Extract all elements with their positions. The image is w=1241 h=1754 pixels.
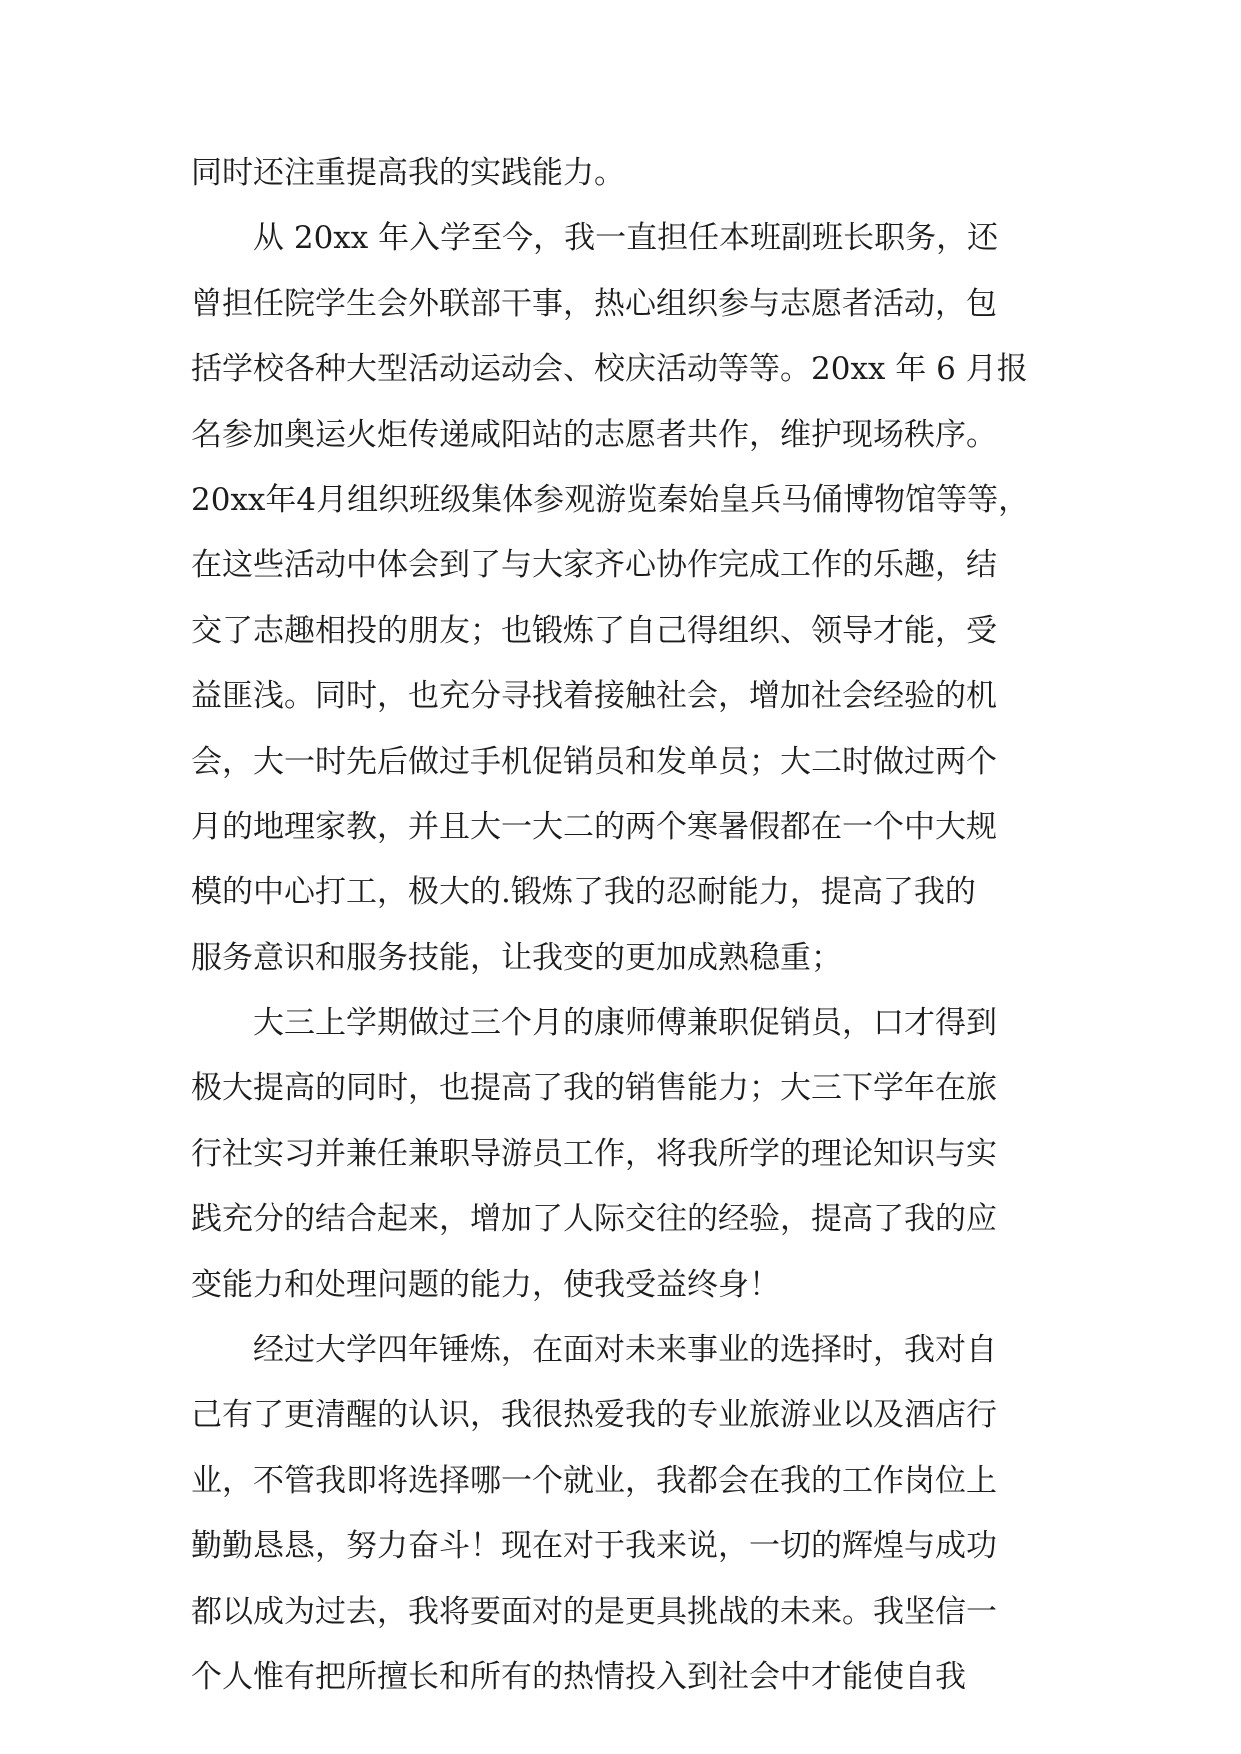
text-line: 大三上学期做过三个月的康师傅兼职促销员，口才得到 bbox=[253, 1005, 997, 1042]
text-line: 极大提高的同时，也提高了我的销售能力；大三下学年在旅 bbox=[191, 1070, 997, 1107]
text-line: 曾担任院学生会外联部干事，热心组织参与志愿者活动，包 bbox=[191, 285, 997, 322]
paragraph-3 bbox=[191, 1003, 1051, 1330]
text-line: 括学校各种大型活动运动会、校庆活动等等。20xx 年 6 月报 bbox=[191, 351, 1028, 388]
text-line: 在这些活动中体会到了与大家齐心协作完成工作的乐趣，结 bbox=[191, 547, 997, 584]
text-line: 名参加奥运火炬传递咸阳站的志愿者共作，维护现场秩序。 bbox=[191, 416, 997, 453]
text-line: 都以成为过去，我将要面对的是更具挑战的未来。我坚信一 bbox=[191, 1593, 997, 1630]
text-line: 月的地理家教，并且大一大二的两个寒暑假都在一个中大规 bbox=[191, 808, 997, 845]
text-line: 个人惟有把所擅长和所有的热情投入到社会中才能使自我 bbox=[191, 1658, 966, 1695]
text-line: 交了志趣相投的朋友；也锻炼了自己得组织、领导才能，受 bbox=[191, 612, 997, 649]
text-line: 勤勤恳恳，努力奋斗！现在对于我来说，一切的辉煌与成功 bbox=[191, 1528, 997, 1565]
text-line: 业，不管我即将选择哪一个就业，我都会在我的工作岗位上 bbox=[191, 1462, 997, 1499]
document-body bbox=[191, 153, 1051, 1722]
text-line: 同时还注重提高我的实践能力。 bbox=[191, 155, 625, 191]
text-line: 服务意识和服务技能，让我变的更加成熟稳重； bbox=[191, 939, 842, 976]
text-line: 模的中心打工，极大的.锻炼了我的忍耐能力，提高了我的 bbox=[191, 874, 976, 911]
text-line: 行社实习并兼任兼职导游员工作，将我所学的理论知识与实 bbox=[191, 1135, 997, 1172]
text-line: 会，大一时先后做过手机促销员和发单员；大二时做过两个 bbox=[191, 743, 997, 780]
text-line: 经过大学四年锤炼，在面对未来事业的选择时，我对自 bbox=[253, 1332, 997, 1369]
paragraph-2 bbox=[191, 218, 1051, 1003]
text-line: 己有了更清醒的认识，我很热爱我的专业旅游业以及酒店行 bbox=[191, 1397, 997, 1434]
text-line: 益匪浅。同时，也充分寻找着接触社会，增加社会经验的机 bbox=[191, 678, 997, 715]
text-line: 践充分的结合起来，增加了人际交往的经验，提高了我的应 bbox=[191, 1201, 997, 1238]
text-line: 从 20xx 年入学至今，我一直担任本班副班长职务，还 bbox=[253, 220, 999, 257]
paragraph-1 bbox=[191, 153, 1051, 218]
text-line: 20xx年4月组织班级集体参观游览秦始皇兵马俑博物馆等等， bbox=[191, 481, 1030, 518]
paragraph-4 bbox=[191, 1330, 1051, 1722]
text-line: 变能力和处理问题的能力，使我受益终身！ bbox=[191, 1266, 780, 1303]
